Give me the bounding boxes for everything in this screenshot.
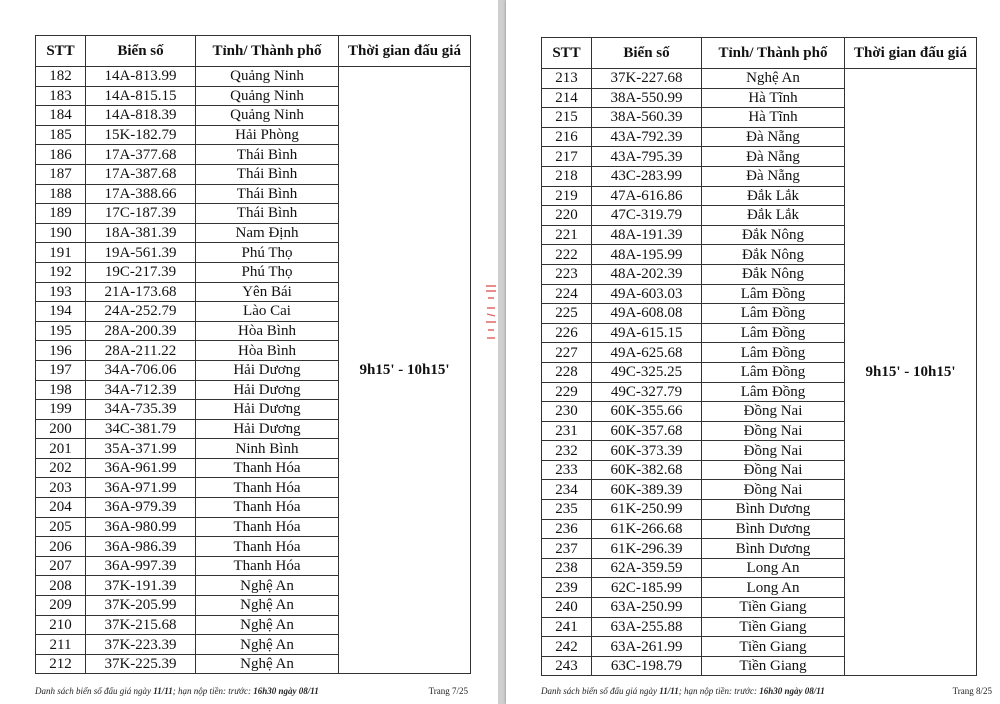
row-stt: 189 [36,204,86,224]
row-stt: 223 [542,264,592,284]
row-province: Yên Bái [196,282,339,302]
row-plate-number: 43A-792.39 [592,127,702,147]
row-province: Đắk Lắk [702,206,845,226]
row-province: Hà Tĩnh [702,88,845,108]
row-province: Lâm Đồng [702,362,845,382]
row-stt: 243 [542,656,592,676]
row-province: Lào Cai [196,302,339,322]
row-province: Đắk Nông [702,264,845,284]
row-stt: 188 [36,184,86,204]
row-stt: 199 [36,400,86,420]
row-stt: 232 [542,441,592,461]
row-stt: 224 [542,284,592,304]
footer-auction-date: 11/11 [659,686,679,696]
table-row [36,67,471,87]
row-province: Tiền Giang [702,637,845,657]
row-stt: 212 [36,654,86,674]
row-plate-number: 36A-971.99 [86,478,196,498]
row-plate-number: 63A-255.88 [592,617,702,637]
header-auction-time: Thời gian đấu giá [339,36,471,67]
row-stt: 222 [542,245,592,265]
row-stt: 211 [36,635,86,655]
row-stt: 229 [542,382,592,402]
row-stt: 231 [542,421,592,441]
row-province: Quảng Ninh [196,86,339,106]
page-footer: Danh sách biển số đấu giá ngày 11/11; hạn nộp tiền: trước: 16h30 ngày 08/11 [541,686,825,696]
row-province: Bình Dương [702,539,845,559]
row-stt: 207 [36,556,86,576]
header-stt: STT [542,38,592,69]
row-stt: 225 [542,304,592,324]
auction-time-cell: 9h15' - 10h15' [339,67,471,674]
row-plate-number: 48A-191.39 [592,225,702,245]
row-province: Hải Dương [196,380,339,400]
table-body [36,67,471,674]
row-province: Ninh Bình [196,439,339,459]
row-plate-number: 49C-327.79 [592,382,702,402]
row-plate-number: 19A-561.39 [86,243,196,263]
row-stt: 215 [542,108,592,128]
row-plate-number: 49A-615.15 [592,323,702,343]
row-province: Đà Nẵng [702,127,845,147]
row-province: Lâm Đồng [702,343,845,363]
row-plate-number: 36A-961.99 [86,458,196,478]
table-header-row [36,36,471,67]
row-province: Phú Thọ [196,262,339,282]
row-stt: 241 [542,617,592,637]
row-stt: 227 [542,343,592,363]
row-province: Nghệ An [196,635,339,655]
row-province: Thanh Hóa [196,537,339,557]
plate-table-right [541,37,977,676]
row-province: Nghệ An [702,69,845,89]
row-province: Lâm Đồng [702,304,845,324]
row-stt: 186 [36,145,86,165]
footer-prefix: Danh sách biển số đấu giá ngày [541,686,657,696]
row-stt: 209 [36,596,86,616]
row-province: Nam Định [196,223,339,243]
document-page-left [0,0,498,704]
row-plate-number: 14A-815.15 [86,86,196,106]
row-plate-number: 61K-266.68 [592,519,702,539]
row-province: Đà Nẵng [702,147,845,167]
row-stt: 184 [36,106,86,126]
row-stt: 190 [36,223,86,243]
row-plate-number: 36A-986.39 [86,537,196,557]
row-province: Bình Dương [702,500,845,520]
row-plate-number: 60K-373.39 [592,441,702,461]
row-stt: 195 [36,321,86,341]
row-plate-number: 63A-261.99 [592,637,702,657]
row-stt: 221 [542,225,592,245]
row-stt: 216 [542,127,592,147]
row-stt: 236 [542,519,592,539]
row-stt: 234 [542,480,592,500]
row-province: Hải Dương [196,419,339,439]
row-province: Nghệ An [196,576,339,596]
row-plate-number: 49C-325.25 [592,362,702,382]
row-province: Thanh Hóa [196,517,339,537]
row-stt: 197 [36,360,86,380]
row-plate-number: 43A-795.39 [592,147,702,167]
row-plate-number: 35A-371.99 [86,439,196,459]
page-number: Trang 7/25 [428,686,468,696]
row-plate-number: 37K-227.68 [592,69,702,89]
row-plate-number: 14A-813.99 [86,67,196,87]
row-stt: 205 [36,517,86,537]
row-province: Hải Phòng [196,125,339,145]
row-plate-number: 36A-979.39 [86,498,196,518]
row-province: Hòa Bình [196,321,339,341]
row-stt: 198 [36,380,86,400]
row-province: Đồng Nai [702,441,845,461]
row-province: Thanh Hóa [196,478,339,498]
page-number: Trang 8/25 [952,686,992,696]
footer-prefix: Danh sách biển số đấu giá ngày [35,686,151,696]
row-plate-number: 60K-355.66 [592,402,702,422]
table-body [542,69,977,676]
row-plate-number: 17A-377.68 [86,145,196,165]
row-province: Lâm Đồng [702,284,845,304]
row-plate-number: 38A-560.39 [592,108,702,128]
row-plate-number: 15K-182.79 [86,125,196,145]
row-province: Đắk Nông [702,225,845,245]
row-plate-number: 38A-550.99 [592,88,702,108]
row-plate-number: 34A-706.06 [86,360,196,380]
row-plate-number: 17A-388.66 [86,184,196,204]
row-plate-number: 63C-198.79 [592,656,702,676]
row-plate-number: 21A-173.68 [86,282,196,302]
row-province: Nghệ An [196,596,339,616]
header-plate: Biển số [592,38,702,69]
row-plate-number: 61K-296.39 [592,539,702,559]
row-stt: 183 [36,86,86,106]
row-plate-number: 62A-359.59 [592,558,702,578]
row-province: Lâm Đồng [702,382,845,402]
row-province: Thanh Hóa [196,556,339,576]
row-stt: 196 [36,341,86,361]
row-province: Lâm Đồng [702,323,845,343]
row-province: Quảng Ninh [196,67,339,87]
row-plate-number: 60K-382.68 [592,460,702,480]
row-province: Tiền Giang [702,617,845,637]
row-stt: 226 [542,323,592,343]
plate-table-left [35,35,471,674]
row-stt: 206 [36,537,86,557]
table-header-row [542,38,977,69]
row-stt: 191 [36,243,86,263]
row-plate-number: 37K-225.39 [86,654,196,674]
row-province: Đồng Nai [702,480,845,500]
row-plate-number: 48A-195.99 [592,245,702,265]
row-plate-number: 24A-252.79 [86,302,196,322]
row-province: Thanh Hóa [196,498,339,518]
row-plate-number: 18A-381.39 [86,223,196,243]
row-province: Đắk Lắk [702,186,845,206]
row-plate-number: 43C-283.99 [592,166,702,186]
row-stt: 194 [36,302,86,322]
row-stt: 217 [542,147,592,167]
row-province: Hải Dương [196,400,339,420]
row-plate-number: 17C-187.39 [86,204,196,224]
row-stt: 235 [542,500,592,520]
row-province: Hà Tĩnh [702,108,845,128]
row-plate-number: 48A-202.39 [592,264,702,284]
row-province: Đồng Nai [702,402,845,422]
row-stt: 219 [542,186,592,206]
header-stt: STT [36,36,86,67]
row-stt: 240 [542,598,592,618]
red-stamp-mark [484,282,498,355]
row-province: Tiền Giang [702,656,845,676]
row-plate-number: 34A-735.39 [86,400,196,420]
header-province: Tỉnh/ Thành phố [196,36,339,67]
row-province: Hòa Bình [196,341,339,361]
row-province: Đồng Nai [702,421,845,441]
row-plate-number: 19C-217.39 [86,262,196,282]
row-stt: 204 [36,498,86,518]
row-stt: 193 [36,282,86,302]
row-province: Thái Bình [196,145,339,165]
row-plate-number: 37K-215.68 [86,615,196,635]
row-plate-number: 37K-223.39 [86,635,196,655]
row-plate-number: 62C-185.99 [592,578,702,598]
row-plate-number: 49A-608.08 [592,304,702,324]
row-province: Thái Bình [196,204,339,224]
footer-deadline: 16h30 ngày 08/11 [759,686,825,696]
footer-mid: ; hạn nộp tiền: trước [172,686,248,696]
page-gutter [498,0,506,704]
row-plate-number: 34C-381.79 [86,419,196,439]
row-plate-number: 36A-997.39 [86,556,196,576]
header-province: Tỉnh/ Thành phố [702,38,845,69]
row-province: Long An [702,578,845,598]
row-stt: 192 [36,262,86,282]
row-stt: 208 [36,576,86,596]
row-stt: 239 [542,578,592,598]
row-province: Thái Bình [196,164,339,184]
row-plate-number: 37K-191.39 [86,576,196,596]
row-stt: 214 [542,88,592,108]
page-footer: Danh sách biển số đấu giá ngày 11/11; hạn nộp tiền: trước: 16h30 ngày 08/11 [35,686,319,696]
row-plate-number: 63A-250.99 [592,598,702,618]
row-province: Đồng Nai [702,460,845,480]
row-plate-number: 60K-389.39 [592,480,702,500]
row-province: Long An [702,558,845,578]
row-plate-number: 14A-818.39 [86,106,196,126]
row-province: Bình Dương [702,519,845,539]
row-stt: 185 [36,125,86,145]
row-stt: 182 [36,67,86,87]
header-plate: Biển số [86,36,196,67]
row-stt: 200 [36,419,86,439]
row-plate-number: 37K-205.99 [86,596,196,616]
row-province: Thái Bình [196,184,339,204]
auction-time-cell: 9h15' - 10h15' [845,69,977,676]
row-province: Phú Thọ [196,243,339,263]
row-stt: 238 [542,558,592,578]
row-stt: 213 [542,69,592,89]
row-stt: 230 [542,402,592,422]
row-plate-number: 28A-211.22 [86,341,196,361]
row-stt: 237 [542,539,592,559]
row-plate-number: 47A-616.86 [592,186,702,206]
row-stt: 203 [36,478,86,498]
row-province: Đắk Nông [702,245,845,265]
document-page-right [506,0,1000,704]
row-plate-number: 17A-387.68 [86,164,196,184]
row-plate-number: 49A-603.03 [592,284,702,304]
footer-auction-date: 11/11 [153,686,173,696]
row-stt: 233 [542,460,592,480]
row-plate-number: 28A-200.39 [86,321,196,341]
row-province: Hải Dương [196,360,339,380]
row-stt: 228 [542,362,592,382]
footer-deadline: 16h30 ngày 08/11 [253,686,319,696]
row-stt: 187 [36,164,86,184]
row-stt: 220 [542,206,592,226]
row-plate-number: 47C-319.79 [592,206,702,226]
header-auction-time: Thời gian đấu giá [845,38,977,69]
row-province: Quảng Ninh [196,106,339,126]
row-province: Nghệ An [196,654,339,674]
footer-mid: ; hạn nộp tiền: trước [678,686,754,696]
row-stt: 218 [542,166,592,186]
row-province: Tiền Giang [702,598,845,618]
row-province: Thanh Hóa [196,458,339,478]
row-province: Nghệ An [196,615,339,635]
row-stt: 202 [36,458,86,478]
row-plate-number: 49A-625.68 [592,343,702,363]
row-province: Đà Nẵng [702,166,845,186]
row-plate-number: 36A-980.99 [86,517,196,537]
row-stt: 242 [542,637,592,657]
row-plate-number: 60K-357.68 [592,421,702,441]
row-stt: 210 [36,615,86,635]
row-stt: 201 [36,439,86,459]
row-plate-number: 34A-712.39 [86,380,196,400]
row-plate-number: 61K-250.99 [592,500,702,520]
table-row [542,69,977,89]
